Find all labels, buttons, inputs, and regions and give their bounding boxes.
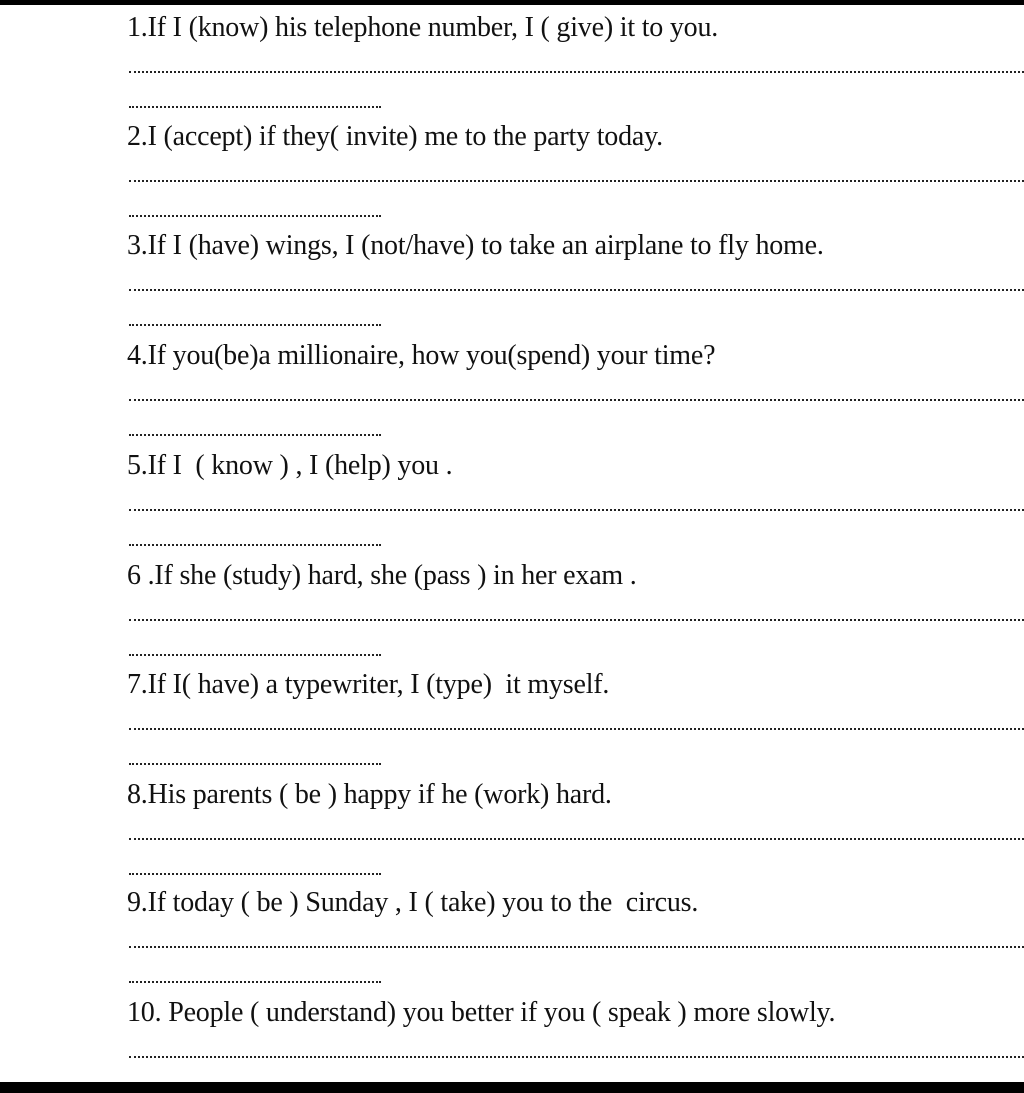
- answer-line: [129, 1056, 1024, 1058]
- answer-line: [129, 509, 1024, 511]
- exercise-9: [0, 880, 1024, 990]
- answer-line: [129, 619, 1024, 621]
- exercise-1: [0, 5, 1024, 115]
- answer-line-continuation: [129, 324, 381, 326]
- answer-line-continuation: [129, 654, 381, 656]
- answer-line-continuation: [129, 763, 381, 765]
- exercise-prompt: 1.If I (know) his telephone number, I ( give) it to you.: [127, 12, 719, 43]
- answer-line: [129, 946, 1024, 948]
- exercise-10: [0, 990, 1024, 1093]
- answer-line-continuation: [129, 215, 381, 217]
- answer-line: [129, 289, 1024, 291]
- exercise-prompt: 4.If you(be)a millionaire, how you(spend) your time?: [127, 340, 716, 371]
- answer-line: [129, 180, 1024, 182]
- exercise-4: [0, 333, 1024, 443]
- answer-line-continuation: [129, 434, 381, 436]
- exercise-6: [0, 553, 1024, 663]
- exercise-prompt: 7.If I( have) a typewriter, I (type) it myself.: [127, 669, 610, 700]
- exercise-3: [0, 223, 1024, 333]
- exercise-prompt: 2.I (accept) if they( invite) me to the party today.: [127, 121, 663, 152]
- answer-line-continuation: [129, 544, 381, 546]
- exercise-5: [0, 443, 1024, 553]
- answer-line-continuation: [129, 981, 381, 983]
- answer-line: [129, 399, 1024, 401]
- exercise-prompt: 9.If today ( be ) Sunday , I ( take) you to the circus.: [127, 887, 699, 918]
- exercise-8: [0, 772, 1024, 882]
- exercise-7: [0, 662, 1024, 772]
- exercise-prompt: 3.If I (have) wings, I (not/have) to take an airplane to fly home.: [127, 230, 824, 261]
- answer-line-continuation: [129, 873, 381, 875]
- exercise-prompt: 8.His parents ( be ) happy if he (work) hard.: [127, 779, 612, 810]
- exercise-prompt: 5.If I ( know ) , I (help) you .: [127, 450, 453, 481]
- exercise-2: [0, 114, 1024, 224]
- answer-line: [129, 838, 1024, 840]
- exercise-prompt: 10. People ( understand) you better if you ( speak ) more slowly.: [127, 997, 836, 1028]
- answer-line: [129, 728, 1024, 730]
- answer-line-continuation: [129, 106, 381, 108]
- bottom-border: [0, 1082, 1024, 1093]
- answer-line: [129, 71, 1024, 73]
- exercise-prompt: 6 .If she (study) hard, she (pass ) in her exam .: [127, 560, 637, 591]
